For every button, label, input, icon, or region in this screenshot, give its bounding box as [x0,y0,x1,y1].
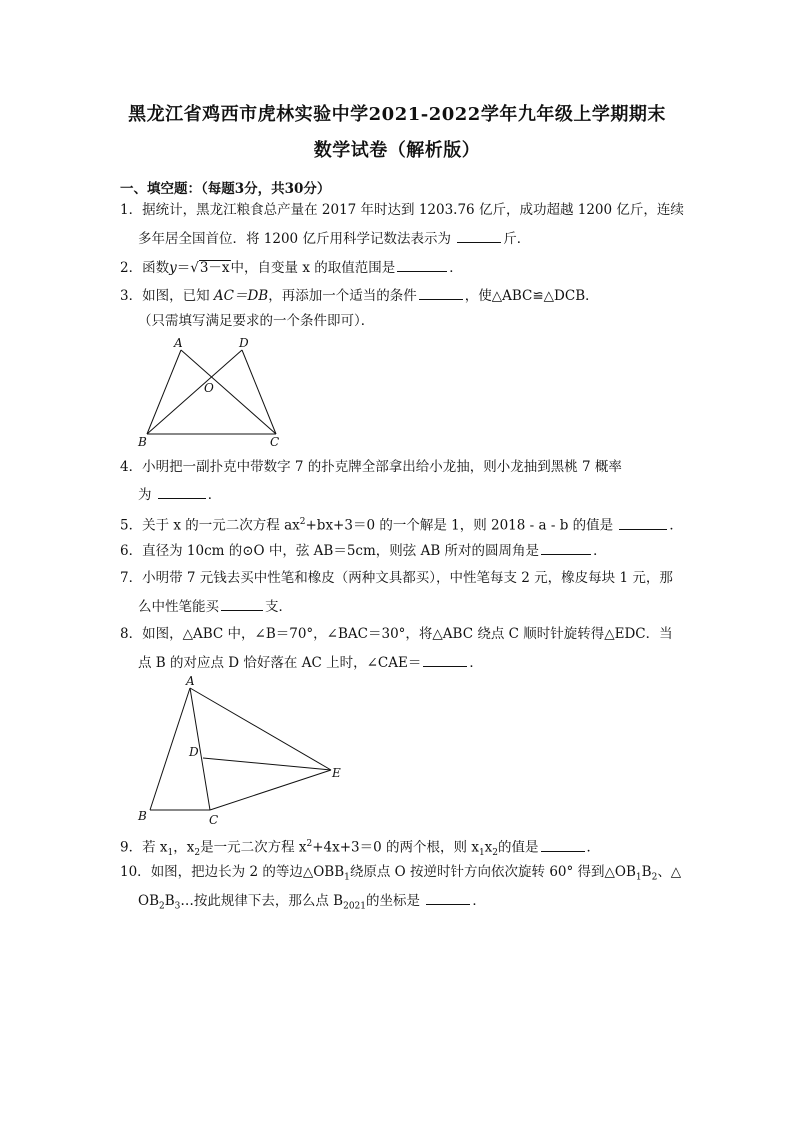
question-9: 9．若 $x_1$，$x_2$是一元二次方程 $x^2+4x+3=0$ 的两个根，则 $x_1x_2$的值是 ． [120,839,601,859]
question-7-line1: 7．小明带 7 元钱去买中性笔和橡皮（两种文具都买），中性笔每支 2 元，橡皮每块 1 元，那 [120,570,673,586]
radicand: 3－x [199,260,230,276]
question-1-line2: 多年居全国首位．将 1200 亿斤用科学记数法表示为 斤． [138,231,531,247]
question-10-line1: 10．如图，把边长为 2 的等边$\triangle OBB_1$绕原点 O 按逆时针方向依次旋转 60° 得到$\triangle OB_1B_2$、△ [120,864,682,883]
fig1-label-a: A [174,336,183,350]
fig1-label-d: D [239,336,249,350]
question-3: 3．如图，已知 AC＝DB，再添加一个适当的条件 ，使△ABC≌△DCB． [120,288,599,304]
fig2-segment-ce [210,770,331,810]
question-6: 6．直径为 10cm 的⊙O 中，弦 AB＝5cm，则弦 AB 所对的圆周角是 ． [120,543,607,559]
question-4-line1: 4．小明把一副扑克中带数字 7 的扑克牌全部拿出给小龙抽，则小龙抽到黑桃 7 概率 [120,459,622,475]
fig1-label-c: C [270,435,280,449]
question-8-line2: 点 B 的对应点 D 恰好落在 AC 上时，∠CAE＝ ． [138,655,483,671]
page-title-line2: 数学试卷（解析版） [313,140,481,161]
fig2-label-c: C [209,813,219,827]
sqrt-sign: √ [190,260,199,276]
question-8-line1: 8．如图，△ABC 中，∠B＝70°，∠BAC＝30°，将△ABC 绕点 C 顺时针旋转得△EDC．当 [120,626,673,642]
fig2-label-b: B [138,809,147,823]
fig1-label-b: B [138,435,147,449]
fig2-label-a: A [186,674,195,688]
fig2-segment-ae [190,688,331,770]
question-2: 2．函数y＝√3－x中，自变量 x 的取值范围是 ． [120,260,463,276]
fig2-segment-de [203,758,331,770]
question-5: 5．关于 x 的一元二次方程 $ax^2+bx+3=0$ 的一个解是 1，则 2018 - a - b 的值是 ． [120,517,683,534]
section-heading: 一、填空题：（每题3分，共30分） [120,181,331,197]
fig2-label-e: E [332,766,341,780]
page-title-line1: 黑龙江省鸡西市虎林实验中学2021-2022学年九年级上学期期末 [128,104,666,125]
question-4-line2: 为 ． [138,487,222,503]
question-7-line2: 么中性笔能买 支． [138,599,292,615]
answer-blank-9[interactable] [541,838,585,852]
fig2-label-d: D [189,745,199,759]
fig1-label-o: O [204,381,214,395]
question-10-line2: $OB_2B_3\dots$按此规律下去，那么点 $B_{2021}$的坐标是 ． [138,893,486,912]
question-3-note: （只需填写满足要求的一个条件即可）． [138,313,375,329]
question-1-line1: 1．据统计，黑龙江粮食总产量在 2017 年时达到 1203.76 亿斤，成功超越 1200 亿斤，连续 [120,202,684,218]
fig2-segment-ab [150,688,190,810]
answer-blank-10[interactable] [426,891,470,905]
